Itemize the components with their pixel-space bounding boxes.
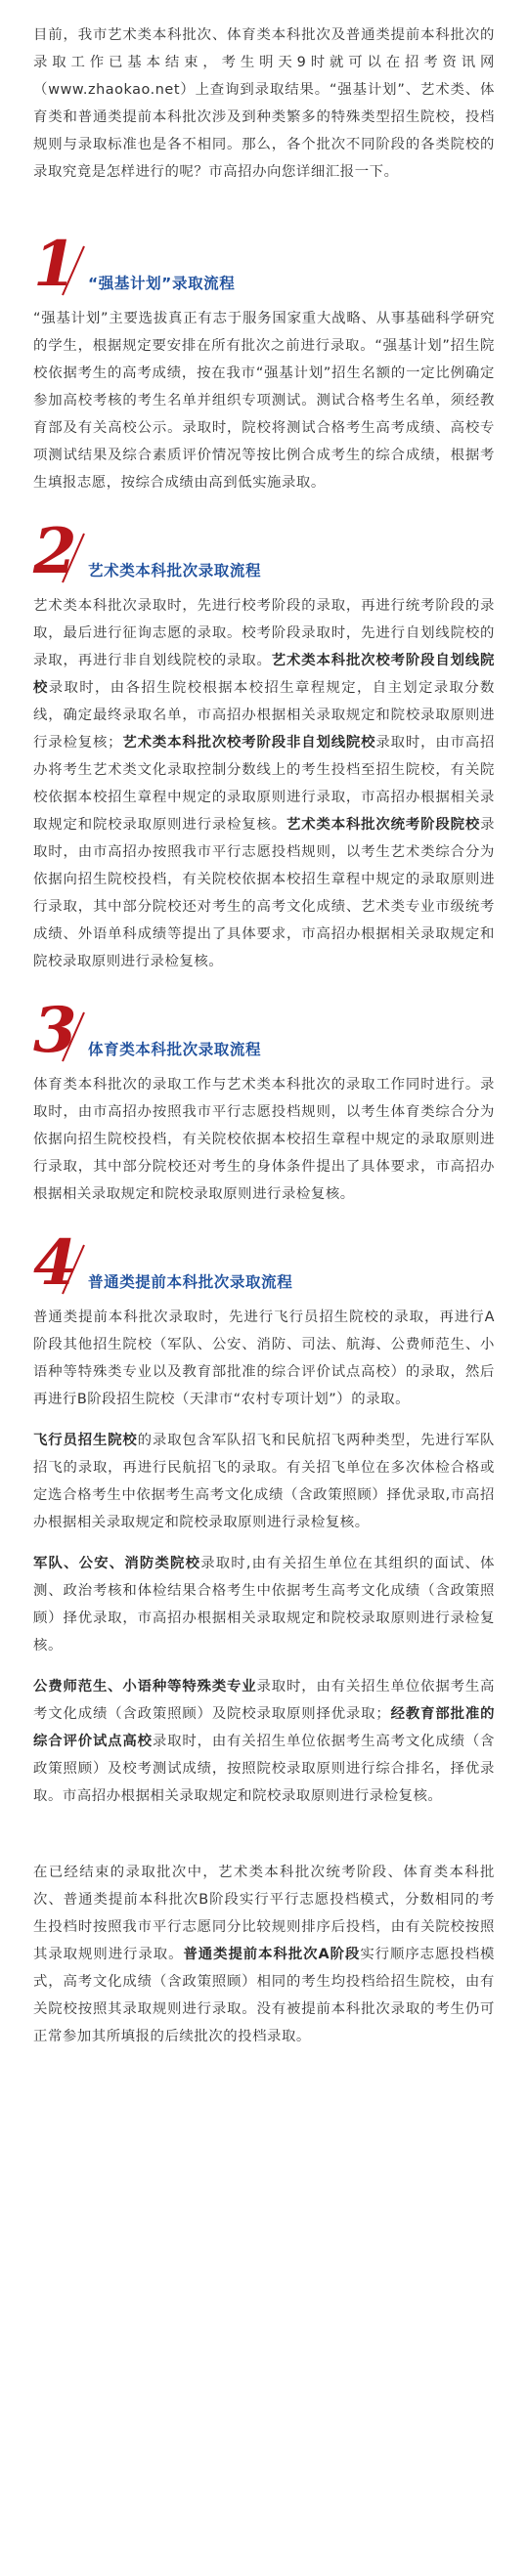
section-title: 艺术类本科批次录取流程 <box>88 562 262 580</box>
text-run: 体育类本科批次的录取工作与艺术类本科批次的录取工作同时进行。录取时，由市高招办按照我市平行志愿投档规则，以考生体育类综合分为依据向招生院校投档，有关院校依据本校招生章程中规定的录取原则进行录取，其中部分院校还对考生的身体条件提出了具体要求，市高招办根据相关录取规定和院校录取原则进行录检复核。 <box>33 1077 495 1202</box>
section-1 <box>33 228 495 496</box>
text-run: 的录取包含军队招飞和民航招飞两种类型，先进行军队招飞的录取，再进行民航招飞的录取。有关招飞单位在多次体检合格或定选合格考生中依据考生高考文化成绩（含政策照顾）择优录取,市高招办根据相关录取规定和院校录取原则进行录检复核。 <box>33 1433 496 1530</box>
bold-text-run: 军队、公安、消防类院校 <box>33 1556 201 1571</box>
section-2 <box>33 515 496 975</box>
section-paragraph <box>33 1071 495 1208</box>
intro-paragraph: 目前，我市艺术类本科批次、体育类本科批次及普通类提前本科批次的录取工作已基本结束，考生明天9时就可以在招考资讯网（www.zhaokao.net）上查询到录取结果。“强基计划”、艺术类、体育类和普通类提前本科批次涉及到种类繁多的特殊类型招生院校，投档规则与录取标准也是各不相同。那么，各个批次不同阶段的各类院校的录取究竟是怎样进行的呢？市高招办向您详细汇报一下。 <box>33 27 495 180</box>
text-run: 录取时，由有关招生单位依据考生高考文化成绩（含政策照顾）及院校录取原则择优录取； <box>33 1679 495 1722</box>
closing-paragraph <box>33 1859 495 2050</box>
slash-line <box>63 246 84 295</box>
text-run: 艺术类本科批次录取时，先进行校考阶段的录取，再进行统考阶段的录取，最后进行征询志愿的录取。校考阶段录取时，先进行自划线院校的录取，再进行非自划线院校的录取。 <box>33 598 495 668</box>
section-paragraph <box>33 592 495 975</box>
section-number-badge <box>33 515 90 588</box>
section-paragraph <box>33 1673 495 1810</box>
section-paragraph <box>33 1550 495 1659</box>
section-4 <box>33 1226 496 1810</box>
text-run: 录取时，由各招生院校根据本校招生章程规定，自主划定录取分数线，确定最终录取名单，市高招办根据相关录取规定和院校录取原则进行录检复核； <box>33 680 495 751</box>
section-number: 3 <box>33 994 77 1067</box>
section-paragraph <box>33 1304 495 1413</box>
slash-line <box>63 1245 84 1294</box>
text-run: 录取时,由有关招生单位在其组织的面试、体测、政治考核和体检结果合格考生中依据考生高考文化成绩（含政策照顾）择优录取，市高招办根据相关录取规定和院校录取原则进行录检复核。 <box>33 1556 495 1653</box>
section-heading <box>33 994 495 1067</box>
section-heading <box>33 1226 495 1300</box>
bold-text-run: 经教育部批准的综合评价试点高校 <box>33 1706 496 1749</box>
section-heading <box>33 228 495 301</box>
text-run: 在已经结束的录取批次中，艺术类本科批次统考阶段、体育类本科批次、普通类提前本科批次B阶段实行平行志愿投档模式，分数相同的考生投档时按照我市平行志愿同分比较规则排序后投档，由有关院校按照其录取规则进行录取。 <box>33 1865 495 1962</box>
slash-line <box>63 1012 84 1061</box>
section-paragraph <box>33 1427 495 1536</box>
sections-container <box>33 228 496 1810</box>
section-paragraph <box>33 305 495 496</box>
slash-accent-icon <box>33 1237 90 1298</box>
slash-line <box>63 534 84 582</box>
text-run: 录取时，由有关招生单位依据考生高考文化成绩（含政策照顾）及校考测试成绩，按照院校录取原则进行综合排名，择优录取。市高招办根据相关录取规定和院校录取原则进行录检复核。 <box>33 1734 496 1804</box>
bold-text-run: 公费师范生、小语种等特殊类专业 <box>33 1679 257 1695</box>
section-number: 1 <box>33 228 77 301</box>
section-number-badge <box>33 994 90 1067</box>
text-run: 录取时，由市高招办按照我市平行志愿投档规则，以考生艺术类综合分为依据向招生院校投档，有关院校依据本校招生章程中规定的录取原则进行录取，其中部分院校还对考生的高考文化成绩、艺术类专业市级统考成绩、外语单科成绩等提出了具体要求，市高招办根据相关录取规定和院校录取原则进行录检复核。 <box>33 817 496 969</box>
slash-accent-icon <box>33 526 90 586</box>
bold-text-run: 艺术类本科批次校考阶段非自划线院校 <box>122 735 376 751</box>
section-3 <box>33 994 495 1208</box>
section-number: 4 <box>33 1226 77 1300</box>
bold-text-run: 普通类提前本科批次A阶段 <box>183 1947 361 1962</box>
text-run: 实行顺序志愿投档模式，高考文化成绩（含政策照顾）相同的考生均投档给招生院校，由有关院校按照其录取规则进行录取。没有被提前本科批次录取的考生仍可正常参加其所填报的后续批次的投档录取。 <box>33 1947 495 2044</box>
section-number: 2 <box>33 515 77 588</box>
slash-accent-icon <box>33 238 90 299</box>
section-number-badge <box>33 1226 90 1300</box>
bold-text-run: 艺术类本科批次校考阶段自划线院校 <box>33 653 495 696</box>
slash-accent-icon <box>33 1005 90 1065</box>
bold-text-run: 飞行员招生院校 <box>33 1433 138 1448</box>
section-title: 普通类提前本科批次录取流程 <box>88 1273 293 1291</box>
text-run: 录取时，由市高招办将考生艺术类文化录取控制分数线上的考生投档至招生院校，有关院校依据本校招生章程中规定的录取原则进行录取，市高招办根据相关录取规定和院校录取原则进行录检复核。 <box>33 735 495 833</box>
section-heading <box>33 515 495 588</box>
text-run: 普通类提前本科批次录取时，先进行飞行员招生院校的录取，再进行A阶段其他招生院校（军队、公安、消防、司法、航海、公费师范生、小语种等特殊类专业以及教育部批准的综合评价试点高校）的录取，然后再进行B阶段招生院校（天津市“农村专项计划”）的录取。 <box>33 1309 495 1407</box>
section-number-badge <box>33 228 90 301</box>
section-title: “强基计划”录取流程 <box>88 275 236 292</box>
text-run: “强基计划”主要选拔真正有志于服务国家重大战略、从事基础科学研究的学生，根据规定要安排在所有批次之前进行录取。“强基计划”招生院校依据考生的高考成绩，按在我市“强基计划”招生名额的一定比例确定参加高校考核的考生名单并组织专项测试。测试合格考生名单，须经教育部及有关高校公示。录取时，院校将测试合格考生高考成绩、高校专项测试结果及综合素质评价情况等按比例合成考生的综合成绩，根据考生填报志愿，按综合成绩由高到低实施录取。 <box>33 311 495 491</box>
bold-text-run: 艺术类本科批次统考阶段院校 <box>286 817 481 833</box>
section-title: 体育类本科批次录取流程 <box>88 1041 262 1058</box>
